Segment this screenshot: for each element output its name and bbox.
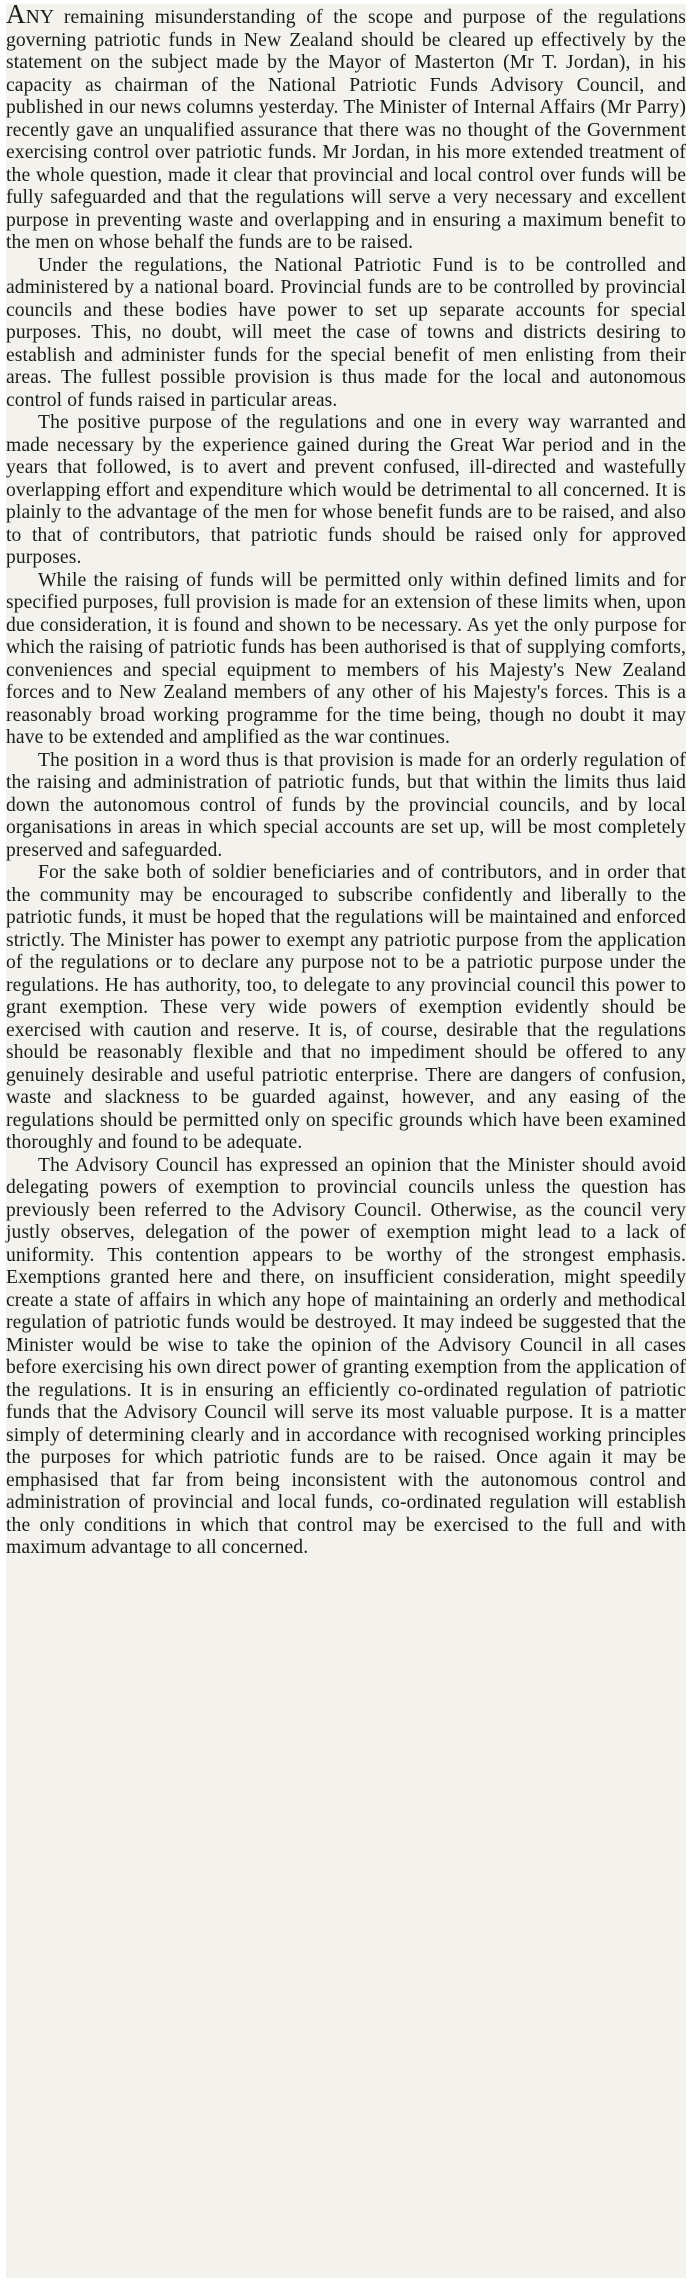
- article-paragraph-1: [6, 0, 686, 255]
- opening-text: remaining misunderstanding of the scope and purpose of the regulations governing patriotic funds in New Zealand should be cleared up effectively by the statement on the subject made by the Mayor of Masterton (Mr T. Jordan), in his capacity as chairman of the National Patriotic Funds Advisory Council, and published in our news columns yesterday. The Minister of Internal Affairs (Mr Parry) recently gave an unqualified assurance that there was no thought of the Government exercising control over patriotic funds. Mr Jordan, in his more extended treatment of the whole question, made it clear that provincial and local control over funds will be fully safeguarded and that the regulations will serve a very necessary and excellent purpose in preventing waste and overlapping and in ensuring a maximum benefit to the men on whose behalf the funds are to be raised.: [6, 7, 686, 253]
- article-paragraph-3: The positive purpose of the regulations and one in every way warranted and made necessary by the experience gained during the Great War period and in the years that followed, is to avert and prevent confused, ill-directed and wastefully overlapping effort and expenditure which would be detrimental to all concerned. It is plainly to the advantage of the men for whose benefit funds are to be raised, and also to that of contributors, that patriotic funds should be raised only for approved purposes.: [6, 412, 686, 568]
- drop-cap: A: [6, 0, 26, 29]
- article-paragraph-4: While the raising of funds will be permitted only within defined limits and for specified purposes, full provision is made for an extension of these limits when, upon due consideration, it is found and shown to be necessary. As yet the only purpose for which the raising of patriotic funds has been authorised is that of supplying comforts, conveniences and special equipment to members of his Majesty's New Zealand forces and to New Zealand members of any other of his Majesty's forces. This is a reasonably broad working programme for the time being, though no doubt it may have to be extended and amplified as the war continues.: [6, 569, 686, 748]
- article-paragraph-6: For the sake both of soldier beneficiaries and of contributors, and in order that the community may be encouraged to subscribe confidently and liberally to the patriotic funds, it must be hoped that the regulations will be maintained and enforced strictly. The Minister has power to exempt any patriotic purpose from the application of the regulations or to declare any purpose not to be a patriotic purpose under the regulations. He has authority, too, to delegate to any provincial council this power to grant exemption. These very wide powers of exemption evidently should be exercised with caution and reserve. It is, of course, desirable that the regulations should be reasonably flexible and that no impediment should be offered to any genuinely desirable and useful patriotic enterprise. There are dangers of confusion, waste and slackness to be guarded against, however, and any easing of the regulations should be permitted only on specific grounds which have been examined thoroughly and found to be adequate.: [6, 862, 686, 1153]
- lead-caps: NY: [25, 7, 54, 28]
- newspaper-article: [6, 0, 686, 2278]
- article-paragraph-2: Under the regulations, the National Patriotic Fund is to be controlled and administered by a national board. Provincial funds are to be controlled by provincial councils and these bodies have power to set up separate accounts for special purposes. This, no doubt, will meet the case of towns and districts desiring to establish and administer funds for the special benefit of men enlisting from their areas. The fullest possible provision is thus made for the local and autonomous control of funds raised in particular areas.: [6, 254, 686, 411]
- article-paragraph-7: The Advisory Council has expressed an opinion that the Minister should avoid delegating powers of exemption to provincial councils unless the question has previously been referred to the Advisory Council. Otherwise, as the council very justly observes, delegation of the power of exemption might lead to a lack of uniformity. This contention appears to be worthy of the strongest emphasis. Exemptions granted here and there, on insufficient consideration, might speedily create a state of affairs in which any hope of maintaining an orderly and methodical regulation of patriotic funds would be destroyed. It may indeed be suggested that the Minister would be wise to take the opinion of the Advisory Council in all cases before exercising his own direct power of granting exemption from the application of the regulations. It is in ensuring an efficiently co-ordinated regulation of patriotic funds that the Advisory Council will serve its most valuable purpose. It is a matter simply of determining clearly and in accordance with recognised working principles the purposes for which patriotic funds are to be raised. Once again it may be emphasised that far from being inconsistent with the autonomous control and administration of provincial and local funds, co-ordinated regulation will establish the only conditions in which that control may be exercised to the full and with maximum advantage to all concerned.: [6, 1154, 686, 1558]
- article-paragraph-5: The position in a word thus is that provision is made for an orderly regulation of the raising and administration of patriotic funds, but that within the limits thus laid down the autonomous control of funds by the provincial councils, and by local organisations in areas in which special accounts are set up, will be most completely preserved and safeguarded.: [6, 749, 686, 861]
